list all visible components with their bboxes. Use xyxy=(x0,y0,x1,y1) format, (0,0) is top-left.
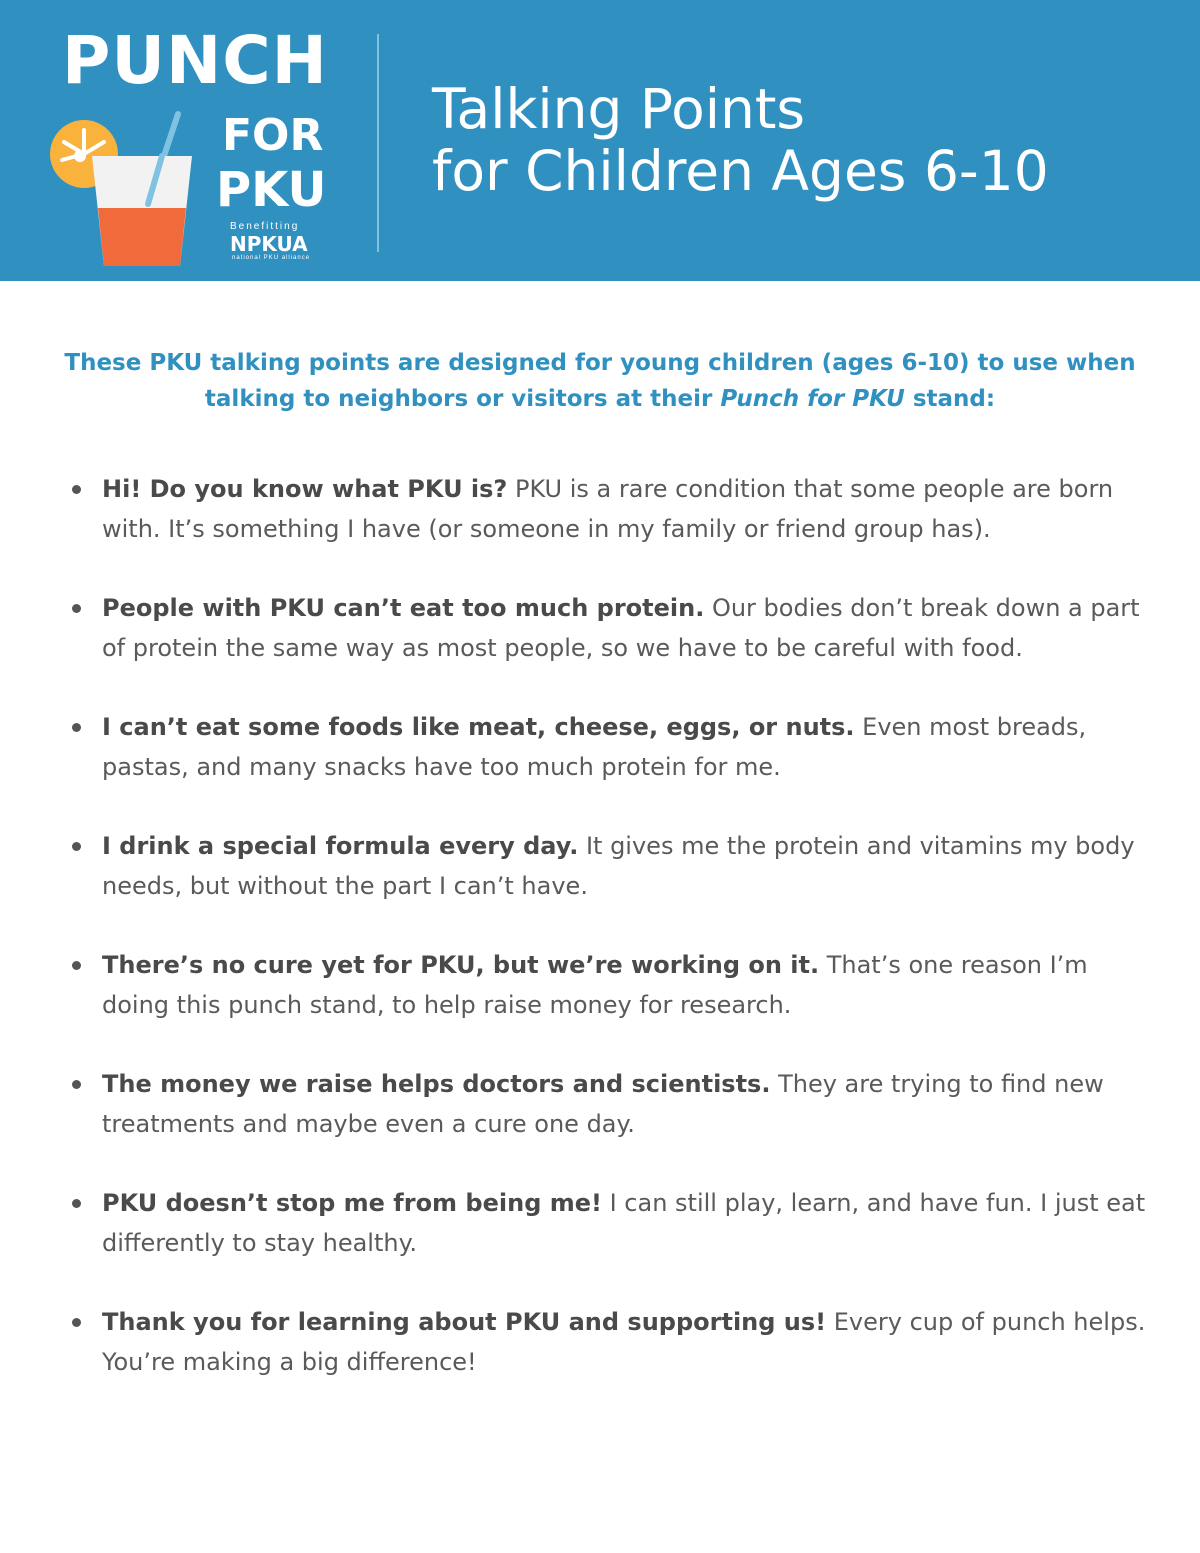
logo-npkua: NPKUA xyxy=(230,232,308,256)
bullet-icon xyxy=(72,485,81,494)
bullet-icon xyxy=(72,604,81,613)
bullet-icon xyxy=(72,1199,81,1208)
point-lead: Hi! Do you know what PKU is? xyxy=(102,475,508,503)
header-divider xyxy=(377,34,379,252)
page-title xyxy=(432,78,1049,202)
point-lead: There’s no cure yet for PKU, but we’re working on it. xyxy=(102,951,820,979)
point-text: Even most breads, pastas, and many snacks have too much protein for me. xyxy=(102,713,1087,781)
logo-word-punch: PUNCH xyxy=(62,22,328,99)
logo-word-pku: PKU xyxy=(216,162,327,218)
point-text: That’s one reason I’m doing this punch stand, to help raise money for research. xyxy=(102,951,1088,1019)
intro-text-after: stand: xyxy=(904,386,996,412)
intro-text-before: These PKU talking points are designed for young children (ages 6-10) to use when talking to neighbors or visitors at their xyxy=(64,350,1136,412)
list-item xyxy=(72,589,1152,668)
point-lead: The money we raise helps doctors and scientists. xyxy=(102,1070,771,1098)
point-text: I can still play, learn, and have fun. I just eat differently to stay healthy. xyxy=(102,1189,1146,1257)
list-item xyxy=(72,708,1152,787)
logo-benefitting-text: Benefitting xyxy=(230,221,300,232)
point-lead: I drink a special formula every day. xyxy=(102,832,579,860)
punch-for-pku-logo xyxy=(50,22,340,268)
list-item xyxy=(72,1303,1152,1382)
bullet-icon xyxy=(72,1080,81,1089)
logo-word-for: FOR xyxy=(222,110,324,161)
bullet-icon xyxy=(72,842,81,851)
point-lead: Thank you for learning about PKU and supporting us! xyxy=(102,1308,827,1336)
header-banner xyxy=(0,0,1200,281)
logo-npkua-tagline: national PKU alliance xyxy=(232,255,311,261)
intro-text-emphasis: Punch for PKU xyxy=(720,386,905,412)
list-item xyxy=(72,1184,1152,1263)
list-item xyxy=(72,827,1152,906)
point-text: It gives me the protein and vitamins my body needs, but without the part I can’t have. xyxy=(102,832,1135,900)
bullet-icon xyxy=(72,723,81,732)
page-title-line-1: Talking Points xyxy=(432,77,806,141)
point-lead: People with PKU can’t eat too much protein. xyxy=(102,594,705,622)
list-item xyxy=(72,1065,1152,1144)
intro-text xyxy=(40,345,1160,417)
talking-points-list xyxy=(72,470,1152,1422)
page-title-line-2: for Children Ages 6-10 xyxy=(432,139,1049,203)
point-lead: I can’t eat some foods like meat, cheese, eggs, or nuts. xyxy=(102,713,855,741)
point-text: Our bodies don’t break down a part of protein the same way as most people, so we have to be careful with food. xyxy=(102,594,1140,662)
bullet-icon xyxy=(72,961,81,970)
point-text: Every cup of punch helps. You’re making a big difference! xyxy=(102,1308,1146,1376)
point-text: PKU is a rare condition that some people are born with. It’s something I have (or someone in my family or friend group has). xyxy=(102,475,1114,543)
point-text: They are trying to find new treatments and maybe even a cure one day. xyxy=(102,1070,1104,1138)
point-lead: PKU doesn’t stop me from being me! xyxy=(102,1189,602,1217)
list-item xyxy=(72,946,1152,1025)
punch-cup-icon xyxy=(50,108,210,268)
list-item xyxy=(72,470,1152,549)
bullet-icon xyxy=(72,1318,81,1327)
